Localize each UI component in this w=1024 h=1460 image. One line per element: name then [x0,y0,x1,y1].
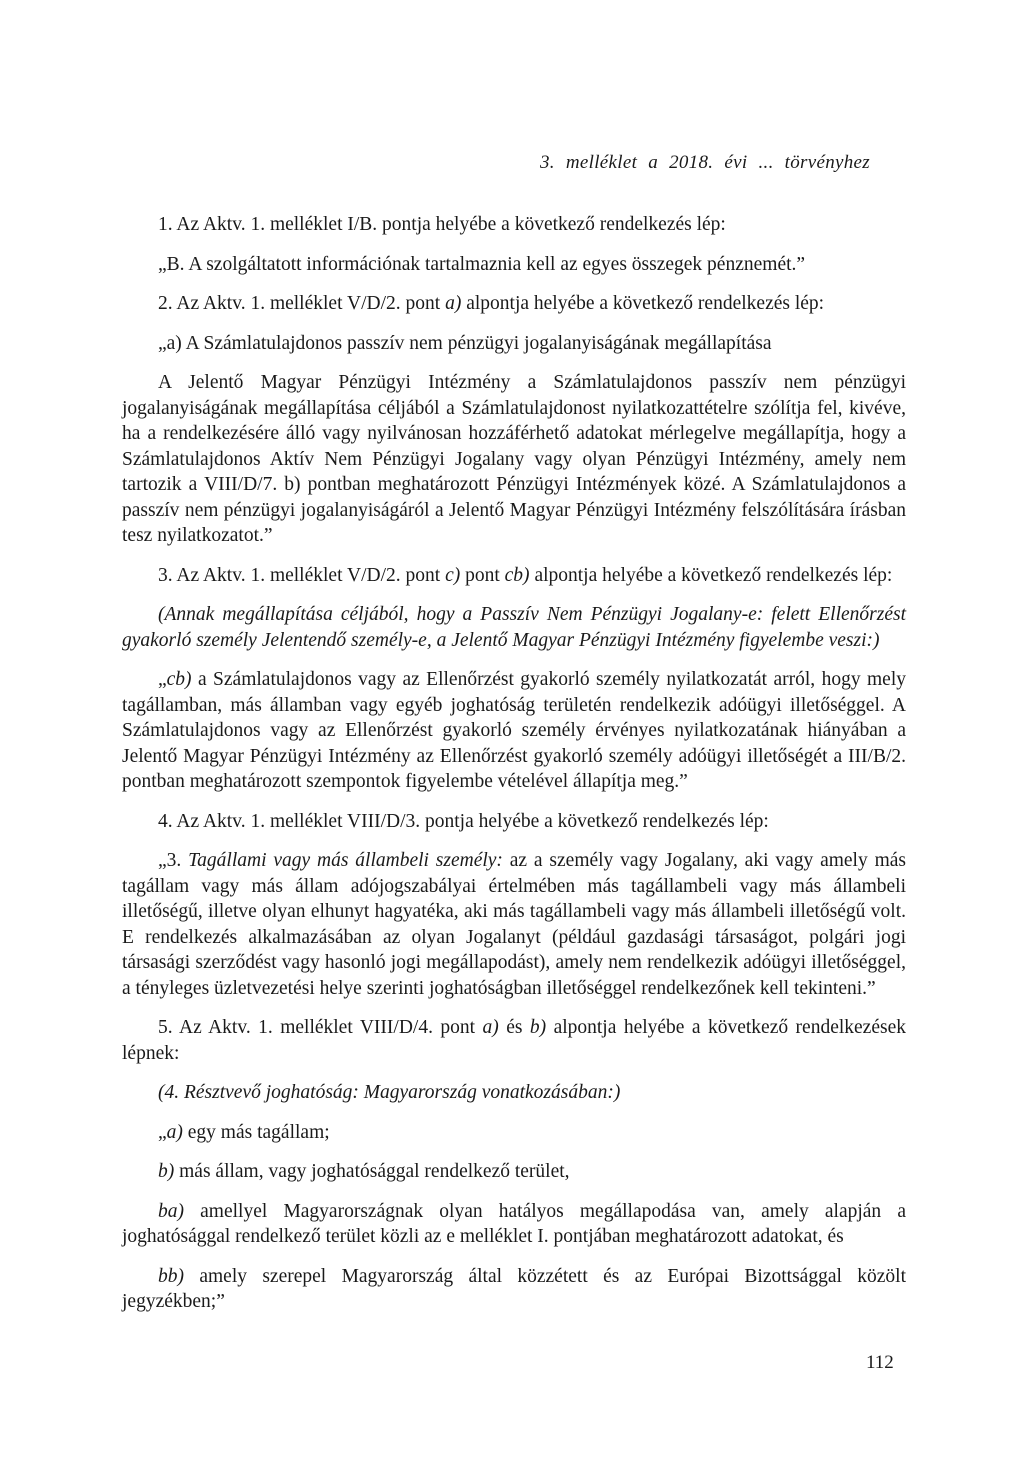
text-run: amellyel Magyarországnak olyan hatályos megállapodása van, amely alapján a joghatósággal rendelkező terület közli az e melléklet I. pontjában meghatározott adatokat, és [122,1200,906,1247]
text-run: egy más tagállam; [182,1121,330,1143]
text-run: pont [460,564,505,586]
text-run: „3. [158,850,189,871]
italic-run: b) [529,1017,547,1038]
paragraph-15 [122,1199,906,1250]
italic-run: cb) [166,669,192,690]
paragraph-3 [122,291,906,317]
paragraph-14 [122,1159,906,1185]
italic-run: Tagállami vagy más állambeli személy: [188,850,503,871]
text-run: 3. Az Aktv. 1. melléklet V/D/2. pont [158,564,446,586]
paragraph-2: „B. A szolgáltatott információnak tartalmaznia kell az egyes összegek pénznemét.” [158,253,806,275]
paragraph-5: A Jelentő Magyar Pénzügyi Intézmény a Számlatulajdonos passzív nem pénzügyi jogalanyiságának megállapítása céljából a Számlatulajdonost nyilatkozattételre szólítja fel, kivéve, ha a rendelkezésére álló vagy nyilvánosan hozzáférhető adatokat mérlegelve megállapítja, hogy a Számlatulajdonos Aktív Nem Pénzügyi Jogalany vagy olyan Pénzügyi Intézmény, amely nem tartozik a VIII/D/7. b) pontban meghatározott Pénzügyi Intézmények közé. A Számlatulajdonos a passzív nem pénzügyi jogalanyiságáról a Jelentő Magyar Pénzügyi Intézmény felszólítására írásban tesz nyilatkozatot.” [122,372,906,546]
paragraph-16 [122,1264,906,1315]
text-run: az a személy vagy Jogalany, aki vagy amely más tagállam vagy más állam adójogszabályai értelmében más tagállambeli vagy más állambeli illetőségű, illetve olyan elhunyt hagyatéka, aki más tagállambeli vagy más állambeli illetőségű volt. E rendelkezés alkalmazásában az olyan Jogalanyt (például gazdasági társaságot, polgári jogi társasági szerződést vagy hasonló jogi megállapodást), amely nem rendelkezik adóügyi illetőséggel, a tényleges üzletvezetési helye szerinti joghatóságban illetőséggel rendelkezőnek kell tekinteni.” [122,850,906,999]
italic-run: a) [166,1121,183,1143]
page-number: 112 [866,1352,894,1373]
italic-run: ba) [158,1200,184,1222]
italic-run: bb) [158,1265,184,1287]
text-run: alpontja helyébe a következő rendelkezés lép: [529,564,893,586]
paragraph-11 [122,1015,906,1066]
text-run: „ [158,1121,167,1143]
text-run: 5. Az Aktv. 1. melléklet VIII/D/4. pont [158,1017,483,1038]
italic-run: cb) [504,564,530,586]
text-run: 2. Az Aktv. 1. melléklet V/D/2. pont [158,293,446,314]
text-run: és [498,1017,530,1038]
text-run: alpontja helyébe a következő rendelkezések lépnek: [122,1017,906,1064]
italic-run: b) [158,1161,175,1182]
paragraph-1: 1. Az Aktv. 1. melléklet I/B. pontja helyébe a következő rendelkezés lép: [158,214,726,235]
italic-run: a) [482,1017,499,1038]
paragraph-10 [122,848,906,1001]
document-body [122,212,906,1329]
paragraph-13 [122,1120,906,1146]
page-header: 3. melléklet a 2018. évi ... törvényhez [540,152,870,173]
italic-run: c) [445,564,461,586]
text-run: alpontja helyébe a következő rendelkezés lép: [461,293,825,314]
text-run: más állam, vagy joghatósággal rendelkező terület, [174,1161,570,1182]
paragraph-4: „a) A Számlatulajdonos passzív nem pénzügyi jogalanyiságának megállapítása [158,332,772,354]
paragraph-9: 4. Az Aktv. 1. melléklet VIII/D/3. pontja helyébe a következő rendelkezés lép: [158,810,769,832]
text-run: amely szerepel Magyarország által közzétett és az Európai Bizottsággal közölt jegyzékben;” [122,1265,906,1312]
paragraph-6 [122,563,906,589]
paragraph-8 [122,667,906,795]
paragraph-7: (Annak megállapítása céljából, hogy a Passzív Nem Pénzügyi Jogalany-e: felett Ellenőrzést gyakorló személy Jelentendő személy-e, a Jelentő Magyar Pénzügyi Intézmény figyelembe veszi:) [122,604,906,651]
paragraph-12: (4. Résztvevő joghatóság: Magyarország vonatkozásában:) [158,1082,621,1103]
text-run: „ [158,669,167,690]
italic-run: a) [445,293,462,314]
text-run: a Számlatulajdonos vagy az Ellenőrzést gyakorló személy nyilatkozatát arról, hogy mely tagállamban, más államban vagy egyéb joghatóság területén rendelkezik adóügyi illetőséggel. A Számlatulajdonos vagy az Ellenőrzést gyakorló személy érvényes nyilatkozatának hiányában a Jelentő Magyar Pénzügyi Intézmény az Ellenőrzést gyakorló személy adóügyi illetőségét a III/B/2. pontban meghatározott szempontok figyelembe vételével állapítja meg.” [122,669,906,792]
